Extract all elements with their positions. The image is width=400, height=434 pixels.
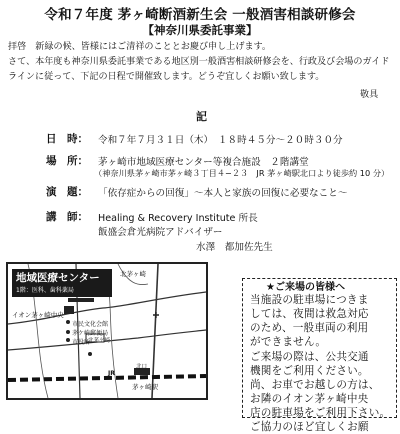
map-label-city-hall: 市役所 [72,339,91,346]
greeting-line-3: ラインに従って、下記の日程で開催致します。どうぞ宜しくお願い致します。 [8,72,325,82]
speaker-role: 飯盛会倉光病院アドバイザー [98,227,223,238]
date-label: 日 時： [46,133,88,145]
notice-line: 機関をご利用ください。 [250,365,369,377]
talk-label: 演 題： [46,186,88,198]
page-subtitle: 【神奈川県委託事業】 [142,23,258,37]
map-label-bunka: 市民文化会館 [72,321,109,328]
notice-line: 尚、お車でお越しの方は、 [250,379,380,391]
notice-line: 当施設の駐車場につきま [250,294,369,306]
notice-line: しては、夜間は救急対応 [250,308,369,320]
page-title: 令和７年度 茅ヶ崎断酒新生会 一般酒害相談研修会 [44,7,356,23]
map-badge-title: 地域医療センター [16,272,100,284]
notice-line: ご協力のほど宜しくお願 [250,421,369,433]
speaker-label: 講 師： [46,211,88,223]
map-label-north-chigasaki: 北茅ヶ崎 [120,270,146,278]
speaker-name: 水澤 都加佐先生 [196,242,273,253]
notice-line: のため、一般車両の利用 [250,322,369,334]
map-label-post: 茅ケ崎郵便局 [72,330,109,337]
greeting-line-1: 拝啓 新緑の候、皆様にはご清祥のこととお慶び申し上げます。 [8,42,271,52]
notice-line: 店の駐車場をご利用下さい。 [250,407,391,419]
notice-line: お隣のイオン茅ヶ崎中央 [250,393,369,405]
place-value: 茅ヶ崎市地域医療センター等複合施設 ２階講堂 [98,157,309,168]
notice-title: ★ご来場の皆様へ [266,282,345,293]
map-label-station: 茅ヶ崎駅 [132,383,158,391]
notice-line: ができません。 [250,336,327,348]
place-label: 場 所： [46,155,88,167]
date-value: 令和７年７月３１日（木） １８時４５分～２０時３０分 [98,135,343,146]
map-label-north-exit: 北口 [136,364,148,370]
map-badge [12,269,112,297]
place-address: （神奈川県茅ヶ崎市茅ヶ崎３丁目４−２３ JR 茅ヶ崎駅北口より徒歩約 10 分） [94,168,390,178]
access-map [6,262,208,400]
map-label-kitamachi: 北茅ケ崎 [88,338,111,344]
greeting-line-2: さて、本年度も神奈川県委託事業である地区別一般酒害相談研修会を、行政及び会場のガイド [8,57,390,67]
notice-line: ご来場の際は、公共交通 [250,351,369,363]
map-label-jr: JR [108,370,115,377]
map-label-aeon: イオン茅ヶ崎中央 [12,311,64,319]
ki-heading: 記 [196,110,207,123]
map-badge-sub: 1階：医科、歯科薬局 [16,287,74,294]
speaker-affiliation: Healing & Recovery Institute 所長 [98,213,258,224]
talk-value: 「依存症からの回復」～本人と家族の回復に必要なこと～ [98,188,348,199]
greeting-closing: 敬具 [360,90,379,100]
